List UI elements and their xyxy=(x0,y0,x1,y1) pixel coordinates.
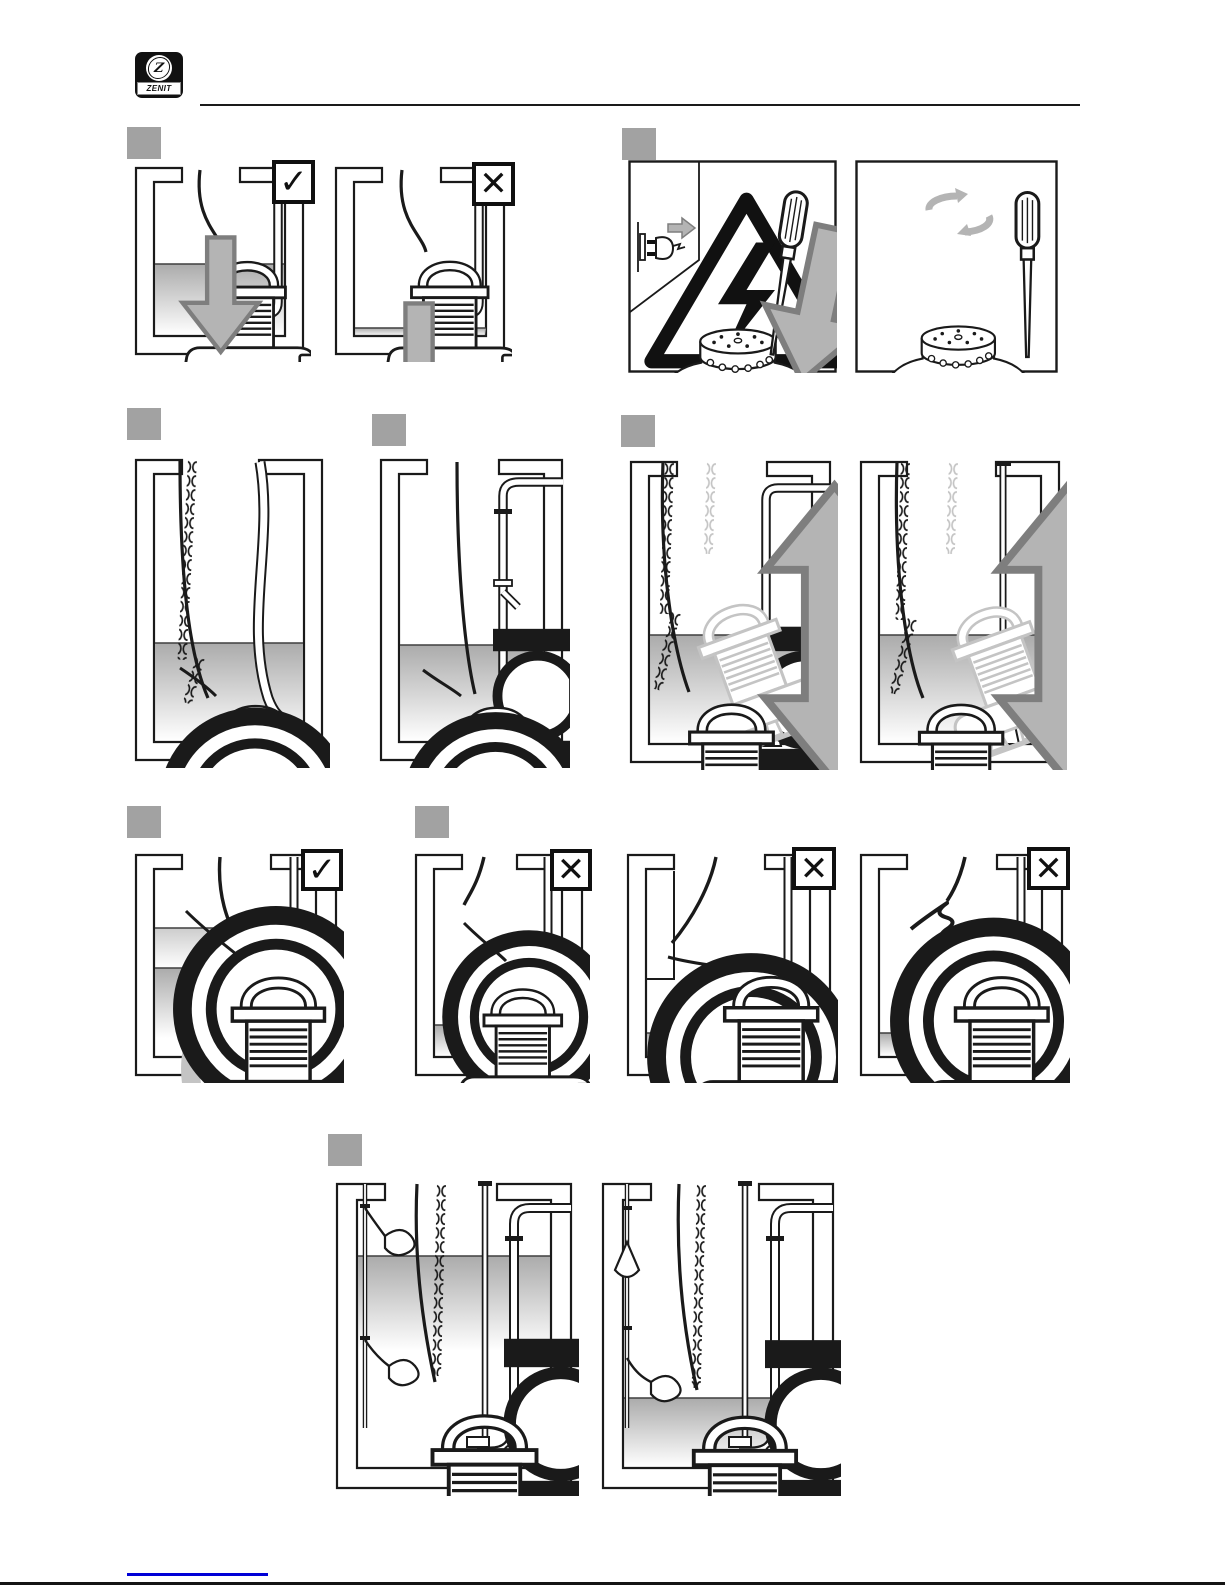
water-level xyxy=(358,1256,550,1351)
panel-float-on-ledge xyxy=(620,847,838,1083)
cross-badge: ✕ xyxy=(550,849,592,891)
panel-turn-screw xyxy=(855,160,1058,373)
zenit-logo-wordmark: ZENIT xyxy=(137,82,181,95)
figure-marker-6 xyxy=(127,806,161,838)
panel-chain-hose xyxy=(128,452,330,768)
lifting-chain xyxy=(692,1184,706,1388)
figure-marker-8 xyxy=(328,1134,362,1166)
figure-marker-7 xyxy=(415,806,449,838)
checkmark-badge: ✓ xyxy=(301,849,343,891)
power-cable xyxy=(464,857,484,905)
zenit-logo-z-icon: Z xyxy=(147,57,171,79)
panel-rigid-pipe xyxy=(373,452,570,768)
panel-lowering-rail xyxy=(853,454,1067,770)
figure-marker-1 xyxy=(127,127,161,159)
power-cable xyxy=(672,857,716,943)
panel-float-ok xyxy=(128,847,344,1083)
panel-level-too-low xyxy=(328,160,512,362)
panel-twin-floats-high xyxy=(329,1176,579,1496)
header-rule xyxy=(200,104,1080,106)
panel-lowering-coupling xyxy=(623,454,838,770)
cross-badge: ✕ xyxy=(792,847,836,890)
wall-ledge xyxy=(646,871,674,979)
panel-twin-floats-low xyxy=(595,1176,841,1496)
zenit-logo-circle-icon xyxy=(146,55,172,81)
float-switch xyxy=(365,1208,415,1255)
panel-unplug-open-screw xyxy=(628,160,837,373)
zenit-logo xyxy=(135,52,183,98)
panel-cable-tangled xyxy=(853,847,1070,1083)
hyperlink-underline[interactable] xyxy=(127,1573,268,1576)
figure-marker-3 xyxy=(127,408,161,440)
checkmark-badge: ✓ xyxy=(272,160,315,204)
cross-badge: ✕ xyxy=(1027,847,1070,890)
power-cable xyxy=(947,857,965,901)
figure-marker-4 xyxy=(372,414,406,446)
panel-float-too-high xyxy=(408,847,590,1083)
panel-level-ok xyxy=(128,160,311,362)
cross-badge: ✕ xyxy=(472,162,515,206)
power-cable xyxy=(401,170,426,252)
float-switch xyxy=(627,1358,681,1401)
figure-marker-5 xyxy=(621,415,655,447)
figure-marker-2 xyxy=(622,128,656,160)
